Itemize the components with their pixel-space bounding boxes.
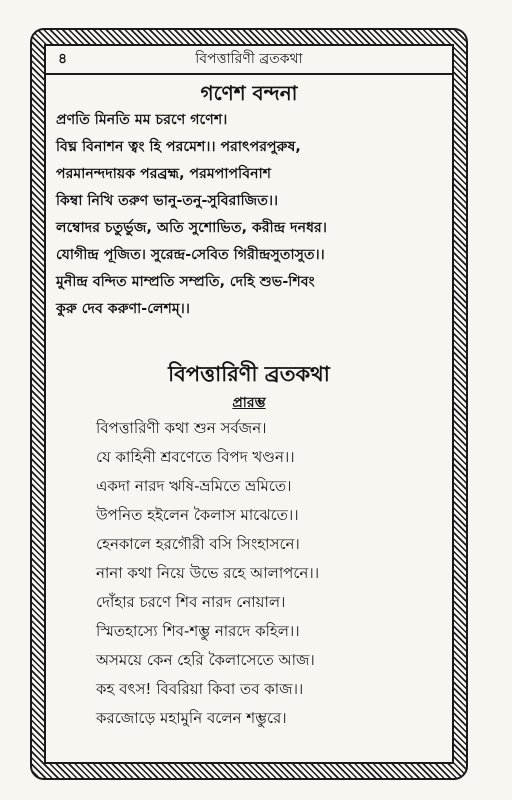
verse-line: প্রণতি মিনতি মম চরণে গণেশ। [56,112,228,128]
page-border [30,28,468,780]
invocation-title: গণেশ বন্দনা [200,81,298,105]
page-content [44,44,454,764]
poem-line: একদা নারদ ঋষি-ভ্রমিতে ভ্রমিতে। [96,477,292,495]
poem-line: উপনিত হইলেন কৈলাস মাঝেতে।। [96,506,299,524]
poem-line: হেনকালে হরগৌরী বসি সিংহাসনে। [96,535,300,553]
running-title: বিপত্তারিণী ব্রতকথা [195,51,303,67]
poem-line: করজোড়ে মহামুনি বলেন শম্ভুরে। [96,709,287,727]
poem-line: কহ বৎস! বিবরিয়া কিবা তব কাজ।। [96,680,304,698]
poem-line: স্মিতহাস্যে শিব-শম্ভু নারদে কহিল।। [96,622,300,640]
page-header [46,46,452,75]
poem-line: দোঁহার চরণে শিব নারদ নোয়াল। [96,593,286,611]
verse-line: মুনীন্দ্র বন্দিত মাম্প্রতি সম্প্রতি, দেহি শুভ-শিবং [56,274,315,290]
verse-line: বিঘ্ন বিনাশন ত্বং হি পরমেশ।। পরাৎপরপুরুষ, [56,139,301,155]
verse-line: কিম্বা নিখি তরুণ ভানু-তনু-সুবিরাজিত।। [56,193,279,209]
poem-line: নানা কথা নিয়ে উভে রহে আলাপনে।। [96,564,320,582]
verse-line: যোগীন্দ্র পূজিত। সুরেন্দ্র-সেবিত গিরীন্দ্রসুতাসুত।। [56,247,325,263]
verse-line: কুরু দেব করুণা-লেশম্।। [56,301,190,317]
page-number: ৪ [58,51,68,67]
poem-line: অসময়ে কেন হেরি কৈলাসেতে আজ। [96,651,315,669]
poem-line: যে কাহিনী শ্রবণেতে বিপদ খণ্ডন।। [96,448,295,466]
story-title: বিপত্তারিণী ব্রতকথা [168,362,330,386]
invocation-verse [46,107,452,323]
poem-line: বিপত্তারিণী কথা শুন সর্বজন। [96,419,267,437]
story-subtitle: প্রারম্ভ [232,395,266,411]
verse-line: পরমানন্দদায়ক পরব্রহ্ম, পরমপাপবিনাশ [56,166,272,182]
story-poem [46,414,452,733]
verse-line: লম্বোদর চতুর্ভুজ, অতি সুশোভিত, করীন্দ্র দনধর। [56,220,327,236]
